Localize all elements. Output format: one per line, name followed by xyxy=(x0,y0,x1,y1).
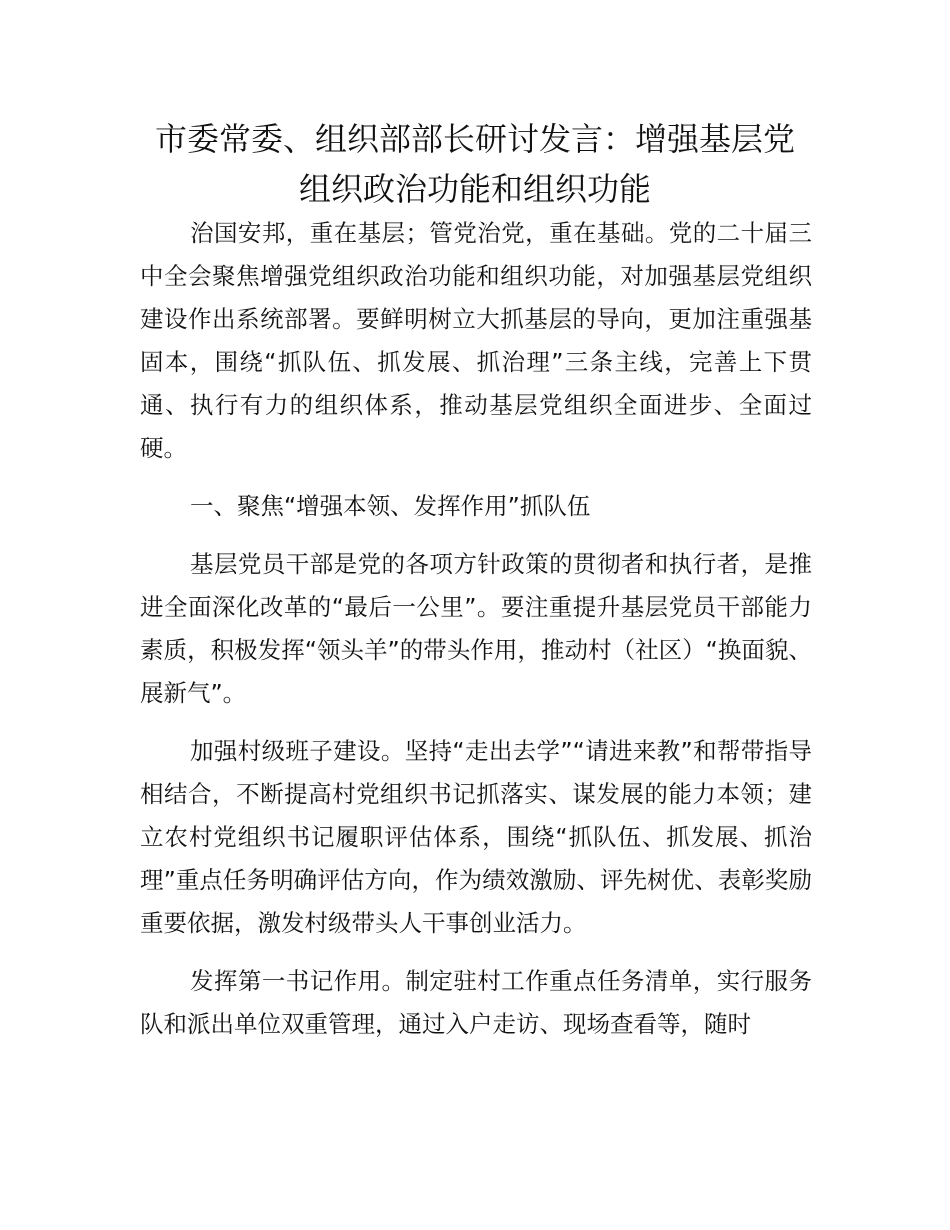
title-line-1: 市委常委、组织部部长研讨发言：增强基层党 xyxy=(154,120,795,158)
document-title xyxy=(140,114,810,214)
title-line-2: 组织政治功能和组织功能 xyxy=(298,170,651,208)
section-heading-1: 一、聚焦“增强本领、发挥作用”抓队伍 xyxy=(190,492,591,520)
paragraph-first-secretary: 发挥第一书记作用。制定驻村工作重点任务清单，实行服务队和派出单位双重管理，通过入户走访、现场查看等，随时 xyxy=(140,967,812,1038)
paragraph-section-1-intro: 基层党员干部是党的各项方针政策的贯彻者和执行者，是推进全面深化改革的“最后一公里”。要注重提升基层党员干部能力素质，积极发挥“领头羊”的带头作用，推动村（社区）“换面貌、展新气”。 xyxy=(140,550,812,707)
paragraph-village-team: 加强村级班子建设。坚持“走出去学”“请进来教”和帮带指导相结合，不断提高村党组织书记抓落实、谋发展的能力本领；建立农村党组织书记履职评估体系，围绕“抓队伍、抓发展、抓治理”重点任务明确评估方向，作为绩效激励、评先树优、表彰奖励重要依据，激发村级带头人干事创业活力。 xyxy=(140,737,812,937)
paragraph-intro: 治国安邦，重在基层；管党治党，重在基础。党的二十届三中全会聚焦增强党组织政治功能和组织功能，对加强基层党组织建设作出系统部署。要鲜明树立大抓基层的导向，更加注重强基固本，围绕“抓队伍、抓发展、抓治理”三条主线，完善上下贯通、执行有力的组织体系，推动基层党组织全面进步、全面过硬。 xyxy=(140,219,812,462)
document-body xyxy=(140,212,812,1061)
